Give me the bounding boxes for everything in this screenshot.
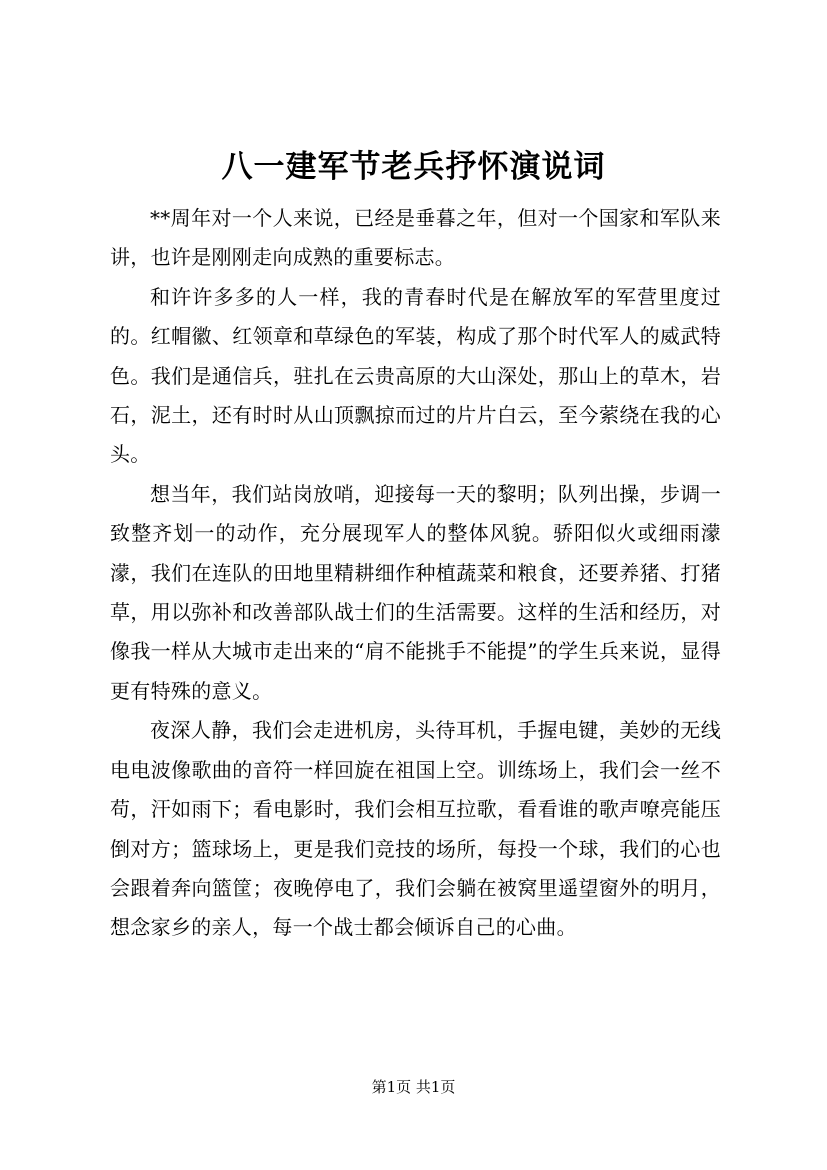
paragraph-2: 和许许多多的人一样，我的青春时代是在解放军的军营里度过的。红帽徽、红领章和草绿色的军装，构成了那个时代军人的威武特色。我们是通信兵，驻扎在云贵高原的大山深处，那山上的草木，岩石，泥土，还有时时从山顶飘掠而过的片片白云，至今萦绕在我的心头。	[110, 284, 721, 467]
document-title: 八一建军节老兵抒怀演说词	[221, 149, 606, 185]
page-footer	[0, 1077, 827, 1097]
paragraph-3: 想当年，我们站岗放哨，迎接每一天的黎明；队列出操，步调一致整齐划一的动作，充分展现军人的整体风貌。骄阳似火或细雨濛濛，我们在连队的田地里精耕细作种植蔬菜和粮食，还要养猪、打猪草，用以弥补和改善部队战士们的生活需要。这样的生活和经历，对像我一样从大城市走出来的“肩不能挑手不能提”的学生兵来说，显得更有特殊的意义。	[110, 481, 721, 703]
paragraph-1: **周年对一个人来说，已经是垂暮之年，但对一个国家和军队来讲，也许是刚刚走向成熟的重要标志。	[110, 206, 721, 270]
page-number-label: 第1页 共1页	[371, 1078, 456, 1096]
document-body	[110, 199, 721, 948]
paragraph-4: 夜深人静，我们会走进机房，头待耳机，手握电键，美妙的无线电电波像歌曲的音符一样回旋在祖国上空。训练场上，我们会一丝不苟，汗如雨下；看电影时，我们会相互拉歌，看看谁的歌声嘹亮能压倒对方；篮球场上，更是我们竞技的场所，每投一个球，我们的心也会跟着奔向篮筐；夜晚停电了，我们会躺在被窝里遥望窗外的明月，想念家乡的亲人，每一个战士都会倾诉自己的心曲。	[110, 718, 721, 940]
